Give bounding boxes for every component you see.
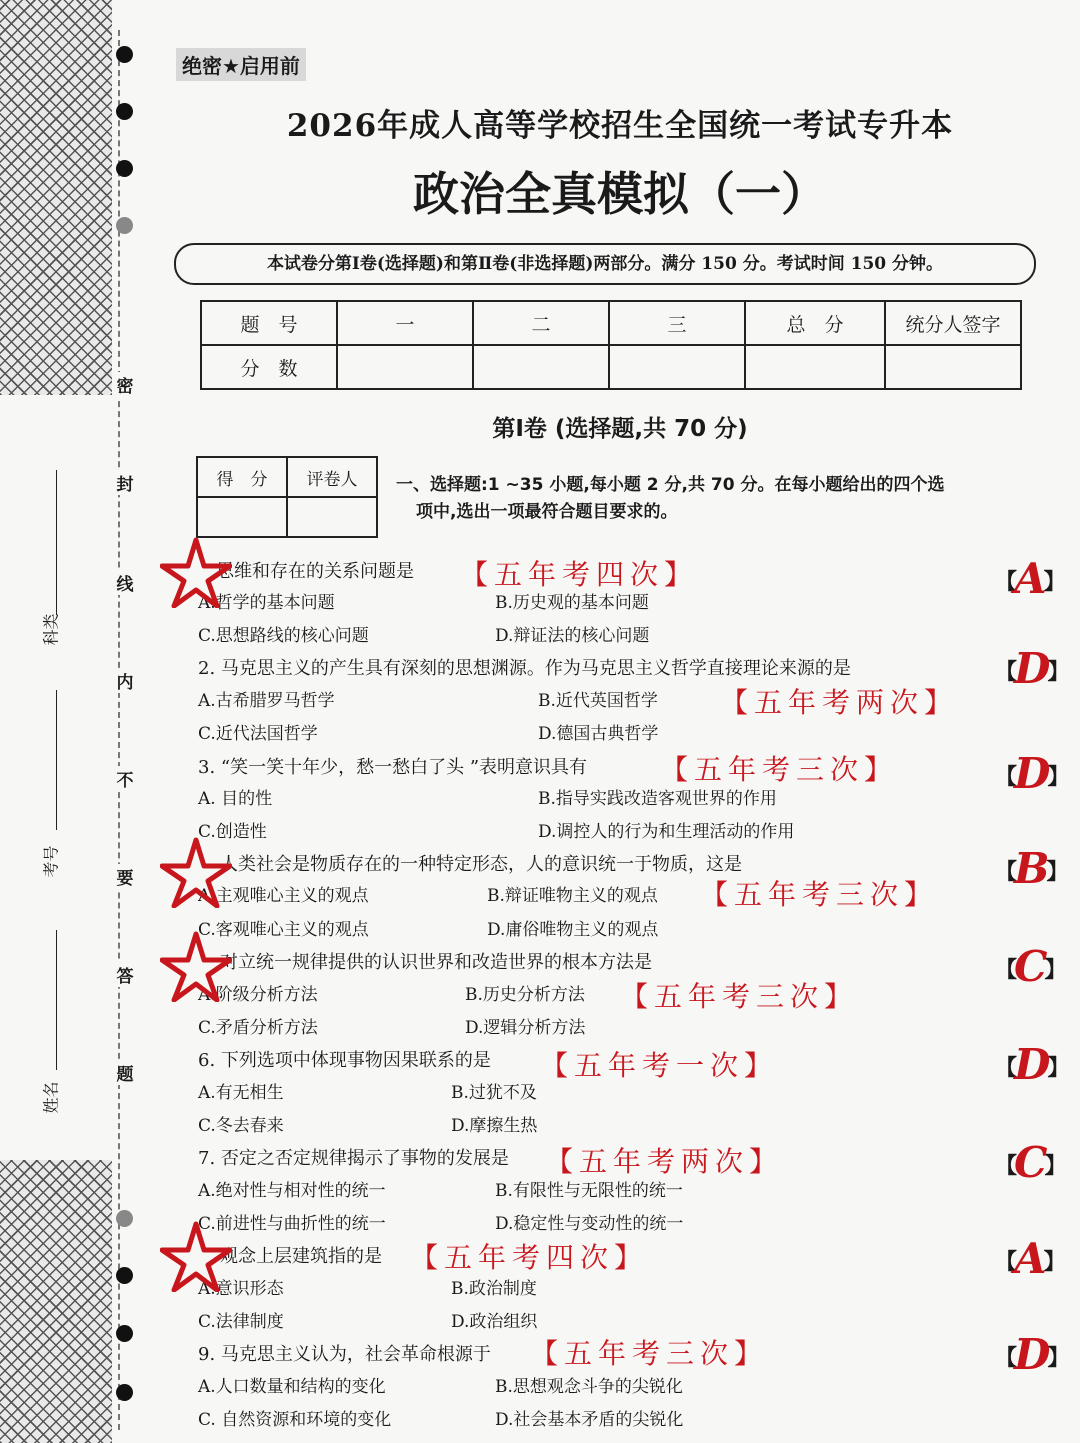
answer-letter: D (1014, 644, 1051, 693)
binding-hole-dot (116, 160, 133, 177)
exam-title: 2026年成人高等学校招生全国统一考试专升本 (286, 108, 954, 144)
question-stem: 2. 马克思主义的产生具有深刻的思想渊源。作为马克思主义哲学直接理论来源的是 (198, 658, 851, 679)
option: A.哲学的基本问题 (198, 593, 335, 613)
score-table (200, 300, 1022, 390)
option: B.近代英国哲学 (538, 691, 658, 711)
subject-fill-line (56, 470, 57, 615)
option: A.有无相生 (198, 1083, 284, 1103)
star-mark-icon (160, 1220, 232, 1292)
option: B.历史分析方法 (465, 985, 585, 1005)
answer-letter: C (1014, 1138, 1048, 1187)
part-title: 第Ⅰ卷 (选择题,共 70 分) (492, 416, 748, 442)
frequency-tag: 【五年考三次】 (660, 753, 899, 786)
seal-char: 答 (114, 962, 136, 987)
option: C.创造性 (198, 822, 267, 842)
option: C.客观唯心主义的观点 (198, 920, 369, 940)
score-header-cell: 三 (609, 301, 745, 345)
exam-notice: 本试卷分第Ⅰ卷(选择题)和第Ⅱ卷(非选择题)两部分。满分 150 分。考试时间 150 分钟。 (174, 243, 1036, 285)
option: A.主观唯心主义的观点 (198, 886, 369, 906)
answer-mark: 【C】 (995, 1138, 1067, 1187)
option: A. 目的性 (198, 789, 273, 809)
binding-hatch-bottom (0, 1160, 112, 1443)
binding-hole-dot (116, 1210, 133, 1227)
score-cell[interactable] (745, 345, 885, 389)
option: B.政治制度 (451, 1279, 537, 1299)
option: A.古希腊罗马哲学 (198, 691, 335, 711)
binding-hole-dot (116, 46, 133, 63)
option: B.过犹不及 (451, 1083, 537, 1103)
answer-letter: D (1014, 1040, 1051, 1089)
option: A.绝对性与相对性的统一 (198, 1181, 386, 1201)
answer-letter: D (1014, 749, 1051, 798)
grader-table (196, 456, 378, 538)
option: D.辩证法的核心问题 (495, 626, 650, 646)
grader-score-cell[interactable] (197, 497, 287, 537)
subject-title: 政治全真模拟（一） (413, 167, 827, 221)
answer-mark: 【B】 (995, 844, 1069, 893)
seal-char: 线 (114, 570, 136, 595)
name-fill-line (56, 930, 57, 1070)
answer-mark: 【D】 (995, 644, 1070, 693)
option: B.思想观念斗争的尖锐化 (495, 1377, 683, 1397)
question-stem: 3. “笑一笑十年少，愁一愁白了头 ”表明意识具有 (198, 757, 588, 778)
score-header-cell: 总 分 (745, 301, 885, 345)
option: B.辩证唯物主义的观点 (487, 886, 658, 906)
name-label: 姓名 (41, 1081, 61, 1114)
grader-score-header: 得 分 (197, 457, 287, 497)
answer-letter: C (1014, 942, 1048, 991)
answer-mark: 【A】 (995, 1234, 1066, 1283)
answer-mark: 【D】 (995, 1040, 1070, 1089)
seal-char: 不 (114, 766, 136, 791)
star-mark-icon (160, 930, 232, 1002)
frequency-tag: 【五年考三次】 (530, 1337, 769, 1370)
frequency-tag: 【五年考两次】 (545, 1145, 784, 1178)
seal-char: 密 (114, 372, 136, 397)
exam-no-fill-line (56, 690, 57, 830)
score-cell[interactable] (337, 345, 473, 389)
star-mark-icon (160, 836, 232, 908)
binding-hole-dot (116, 217, 133, 234)
seal-char: 题 (114, 1060, 136, 1085)
frequency-tag: 【五年考三次】 (700, 878, 939, 911)
answer-letter: D (1014, 1330, 1051, 1379)
question-stem: 7. 否定之否定规律揭示了事物的发展是 (198, 1148, 509, 1169)
option: A.人口数量和结构的变化 (198, 1377, 386, 1397)
answer-letter: B (1014, 844, 1050, 893)
exam-no-label: 考号 (41, 845, 61, 878)
binding-hole-dot (116, 1384, 133, 1401)
section-instructions (396, 472, 1016, 526)
question-stem: 对立统一规律提供的认识世界和改造世界的根本方法是 (220, 952, 652, 973)
option: C.矛盾分析方法 (198, 1018, 318, 1038)
option: B.历史观的基本问题 (495, 593, 649, 613)
option: C.冬去春来 (198, 1116, 284, 1136)
option: C.近代法国哲学 (198, 724, 318, 744)
option: C.法律制度 (198, 1312, 284, 1332)
instructions-line: 项中,选出一项最符合题目要求的。 (416, 502, 678, 522)
score-row-label: 分 数 (201, 345, 337, 389)
question-stem: 人类社会是物质存在的一种特定形态，人的意识统一于物质，这是 (220, 854, 742, 875)
option: B.有限性与无限性的统一 (495, 1181, 683, 1201)
score-header-cell: 二 (473, 301, 609, 345)
question-stem: 观念上层建筑指的是 (220, 1246, 382, 1267)
question-stem: 思维和存在的关系问题是 (216, 561, 414, 582)
score-header-cell: 一 (337, 301, 473, 345)
frequency-tag: 【五年考四次】 (460, 558, 699, 591)
subject-label: 科类 (41, 613, 61, 646)
answer-letter: A (1014, 554, 1047, 603)
secret-label: 绝密★启用前 (176, 48, 306, 81)
option: C. 自然资源和环境的变化 (198, 1410, 392, 1430)
option: D.社会基本矛盾的尖锐化 (495, 1410, 684, 1430)
option: D.德国古典哲学 (538, 724, 659, 744)
option: D.调控人的行为和生理活动的作用 (538, 822, 795, 842)
option: A.意识形态 (198, 1279, 284, 1299)
binding-hole-dot (116, 1267, 133, 1284)
frequency-tag: 【五年考两次】 (720, 686, 959, 719)
score-cell[interactable] (473, 345, 609, 389)
grader-name-header: 评卷人 (287, 457, 377, 497)
answer-mark: 【A】 (995, 554, 1066, 603)
instructions-line: 一、选择题:1 ~35 小题,每小题 2 分,共 70 分。在每小题给出的四个选 (396, 475, 945, 495)
option: D.摩擦生热 (451, 1116, 538, 1136)
binding-hole-dot (116, 1325, 133, 1342)
frequency-tag: 【五年考一次】 (540, 1049, 779, 1082)
option: D.稳定性与变动性的统一 (495, 1214, 684, 1234)
question-stem: 9. 马克思主义认为，社会革命根源于 (198, 1344, 491, 1365)
option: D.政治组织 (451, 1312, 538, 1332)
option: B.指导实践改造客观世界的作用 (538, 789, 777, 809)
seal-char: 封 (114, 470, 136, 495)
answer-mark: 【C】 (995, 942, 1067, 991)
option: C.前进性与曲折性的统一 (198, 1214, 386, 1234)
frequency-tag: 【五年考三次】 (620, 980, 859, 1013)
score-header-cell: 统分人签字 (885, 301, 1021, 345)
option: C.思想路线的核心问题 (198, 626, 369, 646)
frequency-tag: 【五年考四次】 (410, 1241, 649, 1274)
binding-hatch-top (0, 0, 112, 395)
grader-name-cell[interactable] (287, 497, 377, 537)
option: D.庸俗唯物主义的观点 (487, 920, 659, 940)
binding-hole-dot (116, 103, 133, 120)
answer-mark: 【D】 (995, 749, 1070, 798)
score-cell[interactable] (885, 345, 1021, 389)
seal-char: 要 (114, 864, 136, 889)
star-mark-icon (160, 536, 232, 608)
question-stem: 6. 下列选项中体现事物因果联系的是 (198, 1050, 491, 1071)
seal-char: 内 (114, 668, 136, 693)
score-cell[interactable] (609, 345, 745, 389)
score-header-cell: 题 号 (201, 301, 337, 345)
answer-letter: A (1014, 1234, 1047, 1283)
option: D.逻辑分析方法 (465, 1018, 586, 1038)
answer-mark: 【D】 (995, 1330, 1070, 1379)
option: A.阶级分析方法 (198, 985, 318, 1005)
